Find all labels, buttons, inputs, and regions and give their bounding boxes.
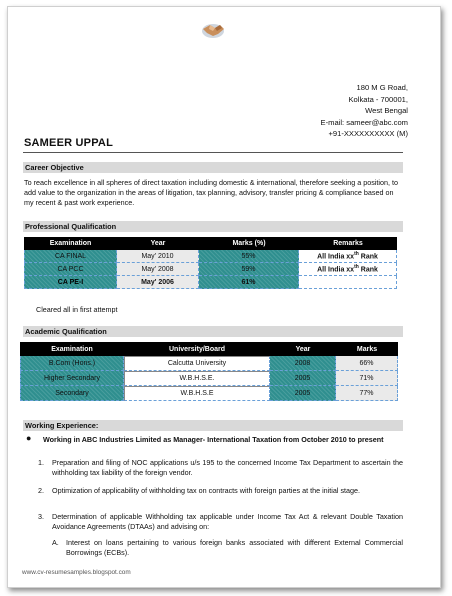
table-header: University/Board bbox=[124, 342, 270, 356]
academic-table bbox=[20, 342, 398, 401]
section-heading-career: Career Objective bbox=[23, 162, 403, 173]
table-header: Examination bbox=[20, 342, 124, 356]
table-header: Examination bbox=[24, 237, 117, 250]
remarks-cell bbox=[299, 263, 397, 276]
footer-url[interactable]: www.cv-resumesamples.blogspot.com bbox=[22, 569, 131, 576]
remarks-text: All India xx bbox=[317, 253, 355, 261]
board-cell: W.B.H.S.E bbox=[124, 386, 270, 401]
list-item bbox=[38, 486, 403, 496]
address-line: West Bengal bbox=[365, 106, 408, 116]
career-objective-text: To reach excellence in all spheres of direct taxation including domestic & international, therefore seeking a position, to add value to the organization in the areas of litigation, tax planning, advisory, transfer pricing & compliance based on my recent & past work experience. bbox=[24, 178, 398, 208]
board-cell: W.B.H.S.E. bbox=[124, 371, 270, 386]
professional-table bbox=[24, 237, 397, 289]
address-line: 180 M G Road, bbox=[356, 83, 408, 92]
section-heading-work: Working Experience: bbox=[23, 420, 403, 431]
exam-cell: Secondary bbox=[20, 386, 124, 401]
year-cell: May' 2010 bbox=[117, 250, 199, 263]
address-block bbox=[321, 82, 408, 140]
table-row bbox=[24, 250, 397, 263]
board-cell: Calcutta University bbox=[124, 356, 270, 371]
table-header: Remarks bbox=[299, 237, 397, 250]
exam-cell: CA PCC bbox=[24, 263, 117, 276]
attempt-note: Cleared all in first attempt bbox=[36, 305, 118, 314]
table-row bbox=[24, 276, 397, 289]
table-row bbox=[24, 263, 397, 276]
email-text[interactable]: E-mail: sameer@abc.com bbox=[320, 117, 408, 127]
exam-cell: Higher Secondary bbox=[20, 371, 124, 386]
rank-suffix: th bbox=[354, 264, 359, 271]
marks-cell: 66% bbox=[336, 356, 398, 371]
section-heading-professional: Professional Qualification bbox=[23, 221, 403, 232]
divider bbox=[23, 152, 403, 153]
list-item bbox=[52, 538, 403, 558]
table-header: Year bbox=[270, 342, 336, 356]
table-row bbox=[20, 371, 398, 386]
year-cell: 2008 bbox=[270, 356, 336, 371]
handshake-icon bbox=[201, 19, 225, 41]
rank-word: Rank bbox=[358, 253, 378, 261]
list-item bbox=[38, 512, 403, 532]
exam-cell: CA PE-I bbox=[24, 276, 117, 289]
work-position-text: Working in ABC Industries Limited as Manager- International Taxation from October 2010 to present bbox=[43, 435, 384, 444]
section-heading-academic: Academic Qualification bbox=[23, 326, 403, 337]
remarks-text: All India xx bbox=[317, 266, 355, 274]
list-number: 1. bbox=[38, 458, 44, 467]
list-number: 2. bbox=[38, 486, 44, 495]
table-header: Marks bbox=[336, 342, 398, 356]
list-text: Determination of applicable Withholding tax applicable under Income Tax Act & relevant Double Taxation Avoidance Agreements (DTAAs) and advising on: bbox=[52, 512, 403, 532]
list-text: Interest on loans pertaining to various foreign banks associated with different External Commercial Borrowings (ECBs). bbox=[66, 538, 403, 558]
marks-cell: 77% bbox=[336, 386, 398, 401]
year-cell: 2005 bbox=[270, 386, 336, 401]
list-number: 3. bbox=[38, 512, 44, 521]
list-number: A. bbox=[52, 538, 59, 547]
table-header: Year bbox=[117, 237, 199, 250]
candidate-name: SAMEER UPPAL bbox=[24, 137, 113, 149]
list-item bbox=[38, 458, 403, 478]
year-cell: May' 2008 bbox=[117, 263, 199, 276]
marks-cell: 61% bbox=[199, 276, 299, 289]
rank-word: Rank bbox=[358, 266, 378, 274]
table-row bbox=[20, 386, 398, 401]
phone-text: +91-XXXXXXXXXX (M) bbox=[328, 129, 408, 139]
remarks-cell bbox=[299, 250, 397, 263]
year-cell: 2005 bbox=[270, 371, 336, 386]
marks-cell: 55% bbox=[199, 250, 299, 263]
rank-suffix: th bbox=[354, 251, 359, 258]
address-line: Kolkata - 700001, bbox=[348, 94, 408, 104]
list-text: Preparation and filing of NOC applications u/s 195 to the concerned Income Tax Department to ascertain the withholding tax liability of the foreign vendor. bbox=[52, 458, 403, 478]
list-text: Optimization of applicability of withholding tax on contracts with foreign parties at the initial stage. bbox=[52, 486, 361, 495]
exam-cell: CA FINAL bbox=[24, 250, 117, 263]
marks-cell: 59% bbox=[199, 263, 299, 276]
bullet-icon: ● bbox=[26, 433, 32, 443]
marks-cell: 71% bbox=[336, 371, 398, 386]
table-row bbox=[20, 356, 398, 371]
table-header: Marks (%) bbox=[199, 237, 299, 250]
exam-cell: B.Com (Hons.) bbox=[20, 356, 124, 371]
remarks-cell bbox=[299, 276, 397, 289]
year-cell: May' 2006 bbox=[117, 276, 199, 289]
